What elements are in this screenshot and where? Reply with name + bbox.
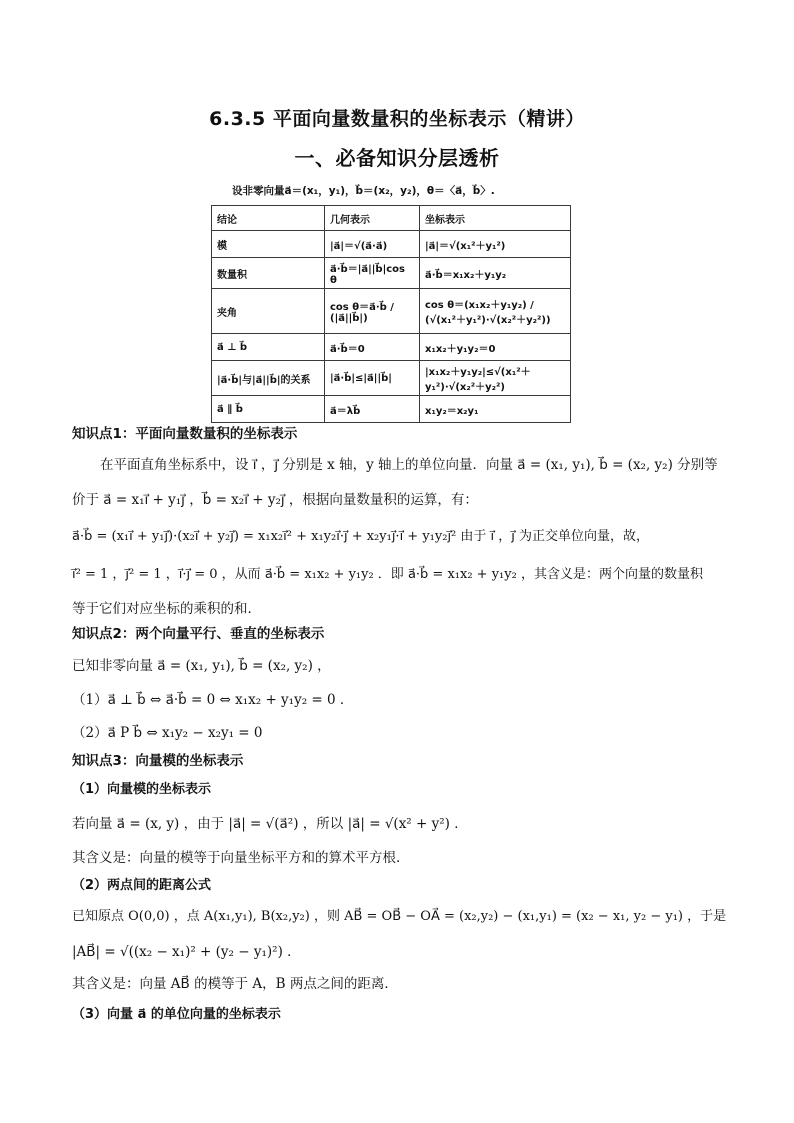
summary-table xyxy=(211,205,571,423)
table-cell: |a⃗·b⃗|与|a⃗||b⃗|的关系 xyxy=(212,361,325,396)
section-title: 一、必备知识分层透析 xyxy=(294,146,500,170)
table-cell: 夹角 xyxy=(212,289,325,334)
table-row xyxy=(212,334,571,361)
page-title: 6.3.5 平面向量数量积的坐标表示（精讲） xyxy=(209,108,585,130)
kp3-subheading-3: （3）向量 a⃗ 的单位向量的坐标表示 xyxy=(72,1007,281,1022)
table-row xyxy=(212,361,571,396)
table-cell: x₁x₂＋y₁y₂＝0 xyxy=(420,334,571,361)
kp2-paragraph-1: 已知非零向量 a⃗ = (x₁, y₁), b⃗ = (x₂, y₂) ， xyxy=(72,658,331,674)
table-cell: |a⃗|＝√(x₁²＋y₁²) xyxy=(420,231,571,258)
kp3-paragraph-2: 其含义是：向量的模等于向量坐标平方和的算术平方根． xyxy=(72,850,410,866)
kp2-heading: 知识点2：两个向量平行、垂直的坐标表示 xyxy=(72,626,325,642)
table-cell: a⃗·b⃗＝|a⃗||b⃗|cos θ xyxy=(325,258,420,289)
table-cell: a⃗·b⃗＝0 xyxy=(325,334,420,361)
table-row xyxy=(212,258,571,289)
table-cell: |x₁x₂＋y₁y₂|≤√(x₁²＋y₁²)·√(x₂²＋y₂²) xyxy=(420,361,571,396)
table-row xyxy=(212,231,571,258)
table-cell: x₁y₂＝x₂y₁ xyxy=(420,396,571,423)
header-coordinate: 坐标表示 xyxy=(420,206,571,231)
table-cell: |a⃗|＝√(a⃗·a⃗) xyxy=(325,231,420,258)
table-cell: |a⃗·b⃗|≤|a⃗||b⃗| xyxy=(325,361,420,396)
kp2-item-1: （1）a⃗ ⊥ b⃗ ⇔ a⃗·b⃗ = 0 ⇔ x₁x₂ + y₁y₂ = 0 ． xyxy=(72,692,354,708)
table-header-row xyxy=(212,206,571,231)
kp1-formula-line: a⃗·b⃗ = (x₁i⃗ + y₁j⃗)·(x₂i⃗ + y₂j⃗) = x₁x₂i⃗² + x₁y₂i⃗·j⃗ + x₂y₁j⃗·i⃗ + y₁y₂j⃗² 由于 i⃗ ，j⃗ 为正交单位向量，故， xyxy=(72,529,650,544)
kp3-heading: 知识点3：向量模的坐标表示 xyxy=(72,753,244,769)
table-cell: a⃗ ∥ b⃗ xyxy=(212,396,325,423)
table-cell: cos θ＝a⃗·b⃗ / (|a⃗||b⃗|) xyxy=(325,289,420,334)
kp1-paragraph-1: 在平面直角坐标系中，设 i⃗ ，j⃗ 分别是 x 轴，y 轴上的单位向量．向量 a⃗ = (x₁, y₁), b⃗ = (x₂, y₂) 分别等 xyxy=(100,457,718,473)
kp1-paragraph-5: 等于它们对应坐标的乘积的和． xyxy=(72,601,261,617)
kp2-item-2: （2）a⃗ P b⃗ ⇔ x₁y₂ − x₂y₁ = 0 xyxy=(72,725,263,741)
kp3-subheading-1: （1）向量模的坐标表示 xyxy=(72,782,212,797)
table-cell: a⃗＝λb⃗ xyxy=(325,396,420,423)
table-cell: a⃗ ⊥ b⃗ xyxy=(212,334,325,361)
kp1-paragraph-4: i⃗² = 1 ，j⃗² = 1 ，i⃗·j⃗ = 0 ，从而 a⃗·b⃗ = x₁x₂ + y₁y₂ ．即 a⃗·b⃗ = x₁x₂ + y₁y₂ ，其含义是：两个向量的数量积 xyxy=(72,567,703,582)
kp3-paragraph-4: |AB⃗| = √((x₂ − x₁)² + (y₂ − y₁)²) ． xyxy=(72,944,301,960)
table-row xyxy=(212,289,571,334)
kp1-paragraph-2: 价于 a⃗ = x₁i⃗ + y₁j⃗ ，b⃗ = x₂i⃗ + y₂j⃗ ，根据向量数量积的运算，有： xyxy=(72,492,478,508)
table-intro: 设非零向量a⃗＝(x₁，y₁)，b⃗＝(x₂，y₂)，θ＝〈a⃗，b⃗〉. xyxy=(232,185,495,197)
table-cell: cos θ＝(x₁x₂＋y₁y₂) / (√(x₁²＋y₁²)·√(x₂²＋y₂²)) xyxy=(420,289,571,334)
kp1-heading: 知识点1：平面向量数量积的坐标表示 xyxy=(72,426,298,442)
table-cell: 模 xyxy=(212,231,325,258)
header-geometric: 几何表示 xyxy=(325,206,420,231)
header-conclusion: 结论 xyxy=(212,206,325,231)
table-row xyxy=(212,396,571,423)
table-cell: 数量积 xyxy=(212,258,325,289)
table-cell: a⃗·b⃗＝x₁x₂＋y₁y₂ xyxy=(420,258,571,289)
kp3-subheading-2: （2）两点间的距离公式 xyxy=(72,878,212,893)
kp3-paragraph-5: 其含义是：向量 AB⃗ 的模等于 A，B 两点之间的距离． xyxy=(72,976,398,992)
kp3-paragraph-3: 已知原点 O(0,0) ，点 A(x₁,y₁), B(x₂,y₂) ，则 AB⃗ = OB⃗ − OA⃗ = (x₂,y₂) − (x₁,y₁) = (x₂ − x₁, y₂ − y₁) ，于是 xyxy=(72,909,727,924)
kp3-paragraph-1: 若向量 a⃗ = (x, y) ，由于 |a⃗| = √(a⃗²) ，所以 |a⃗| = √(x² + y²) ． xyxy=(72,816,468,832)
